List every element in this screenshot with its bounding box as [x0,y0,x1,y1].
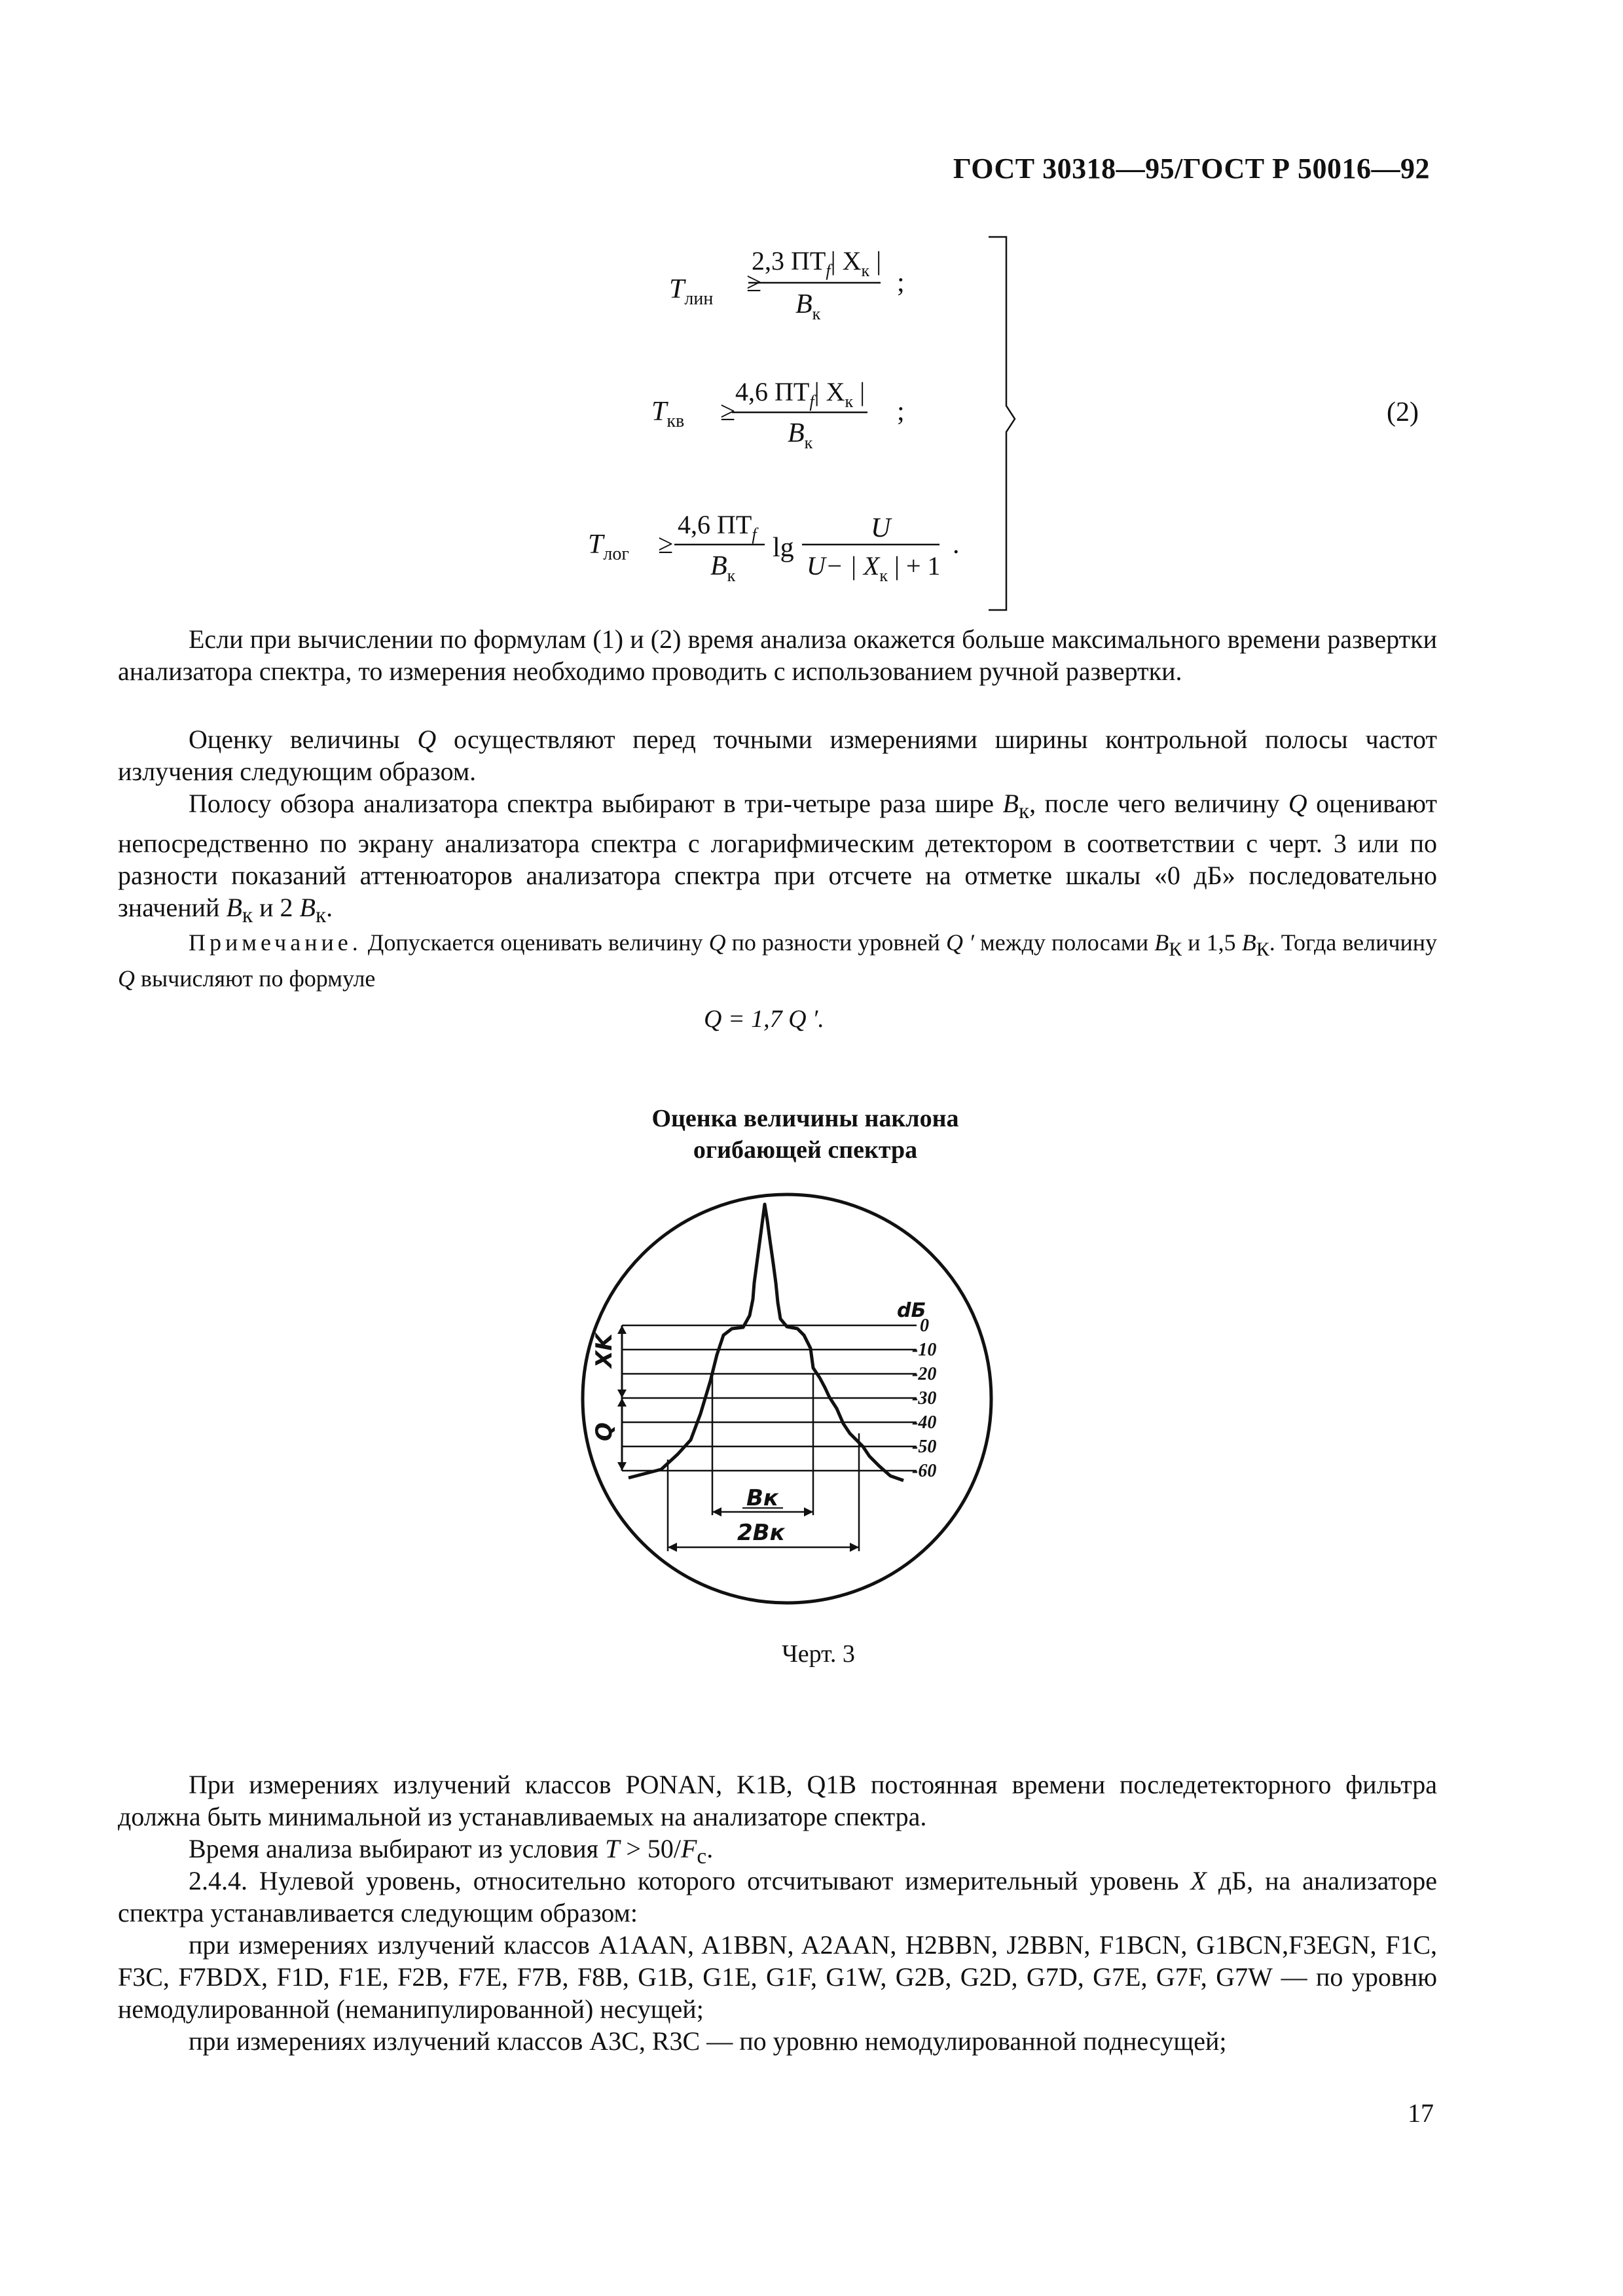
label-q: Q [591,1422,617,1441]
scale-unit: dБ [897,1299,926,1322]
paragraph-5: Время анализа выбирают из условия $T > 50/F_c$. [189,1834,714,1869]
f2-lhs: $T_{кв}$ [651,397,685,431]
note-paragraph: Примечание. Допускается оценивать величину Q по разности уровней Q ′ между полосами $B_К$ и 1,5 $B_К$. Тогда величину Q вычисляют по формуле [118,929,1438,992]
spectrum-figure [556,1172,1015,1630]
arrow-icon [617,1398,627,1407]
paragraph-2: Оценку величины Q осуществляют перед точными измерениями ширины контрольной полосы частот излучения следующим образом. [118,725,1437,786]
spectrum-envelope [629,1204,903,1480]
f1-end: ; [897,268,905,298]
scale-label: -30 [912,1388,937,1408]
scale-label: -60 [912,1461,937,1481]
paragraph-4: При измерениях излучений классов PONAN, K1B, Q1B постоянная времени последетекторного фильтра должна быть минимальной из устанавливаемых на анализаторе спектра. [118,1770,1437,1831]
figure-title-line2: огибающей спектра [693,1136,918,1164]
paragraph-8: при измерениях излучений классов A3C, R3C — по уровню немодулированной поднесущей; [189,2026,1227,2056]
arrow-icon [850,1543,859,1552]
document-header: ГОСТ 30318—95/ГОСТ Р 50016—92 [953,152,1430,185]
f3-lg: lg [773,533,794,563]
f3-frac2-denominator: U− | $X_к$ | + 1 [807,551,941,585]
f3-end: . [953,529,960,560]
paragraph-6: 2.4.4. Нулевой уровень, относительно которого отсчитывают измерительный уровень X дБ, на анализаторе спектра устанавливается следующим образом: [118,1866,1438,1928]
formula-number: (2) [1387,397,1419,427]
arrow-icon [804,1507,813,1516]
arrow-icon [617,1462,627,1471]
label-xk: XK [591,1333,617,1368]
system-brace [989,237,1015,610]
f3-rel: ≥ [658,529,674,560]
f1-numerator: 2,3 $ПT_f|$ $X_к$ | [752,246,882,280]
label-bk: Bк [746,1485,778,1511]
f3-frac2-numerator: U [871,513,891,543]
f2-rel: ≥ [720,397,736,427]
f2-numerator: 4,6 $ПT_f|$ $X_к$ | [735,377,866,411]
figure-title [511,1103,1100,1166]
f1-denominator: $B_к$ [795,289,821,323]
f2-end: ; [897,397,905,427]
paragraph-1: Если при вычислении по формулам (1) и (2) время анализа окажется больше максимального времени развертки анализатора спектра, то измерения необходимо проводить с использованием ручной развертки. [118,624,1437,686]
scale-label: -50 [912,1437,937,1457]
arrow-icon [668,1543,677,1552]
level-grid [622,1325,917,1471]
f1-lhs: $T_{лин}$ [669,274,714,309]
arrow-icon [617,1390,627,1398]
scale-label: 0 [920,1316,929,1336]
scale-label: -40 [912,1412,937,1433]
f3-denominator: $B_к$ [710,551,736,585]
note-label: Примечание. [189,929,362,956]
arrow-icon [712,1507,721,1516]
f3-numerator: 4,6 $ПT_f$ [678,510,757,544]
formula-block [0,0,1623,641]
figure-caption: Черт. 3 [782,1640,855,1668]
f2-denominator: $B_к$ [788,418,813,452]
arrow-icon [617,1325,627,1334]
note-formula: Q = 1,7 Q ′. [704,1005,824,1033]
f3-lhs: $T_{лог}$ [588,529,629,564]
paragraph-7: при измерениях излучений классов A1AAN, A1BBN, A2AAN, H2BBN, J2BBN, F1BCN, G1BCN,F3EGN, F1C, F3C, F7BDX, F1D, F1E, F2B, F7E, F7B, F8B, G1B, G1E, G1F, G1W, G2B, G2D, G7D, G7E, G7F, G7W — по уровню немодулированной (неманипулированной) несущей; [118,1930,1437,2024]
label-2bk: 2Bк [737,1520,785,1546]
figure-title-line1: Оценка величины наклона [651,1105,959,1132]
f1-rel: ≥ [746,268,762,298]
scale-label: -10 [912,1340,937,1360]
paragraph-3: Полосу обзора анализатора спектра выбирают в три-четыре раза шире $B_к$, после чего величину Q оценивают непосредственно по экрану анализатора спектра с логарифмическим детектором в соответствии с черт. 3 или по разности показаний аттенюаторов анализатора спектра при отсчете на отметке шкалы «0 дБ» последовательно значений $B_к$ и 2 $B_к$. [118,789,1437,927]
scale-label: -20 [912,1364,937,1384]
page-number: 17 [1408,2098,1434,2128]
